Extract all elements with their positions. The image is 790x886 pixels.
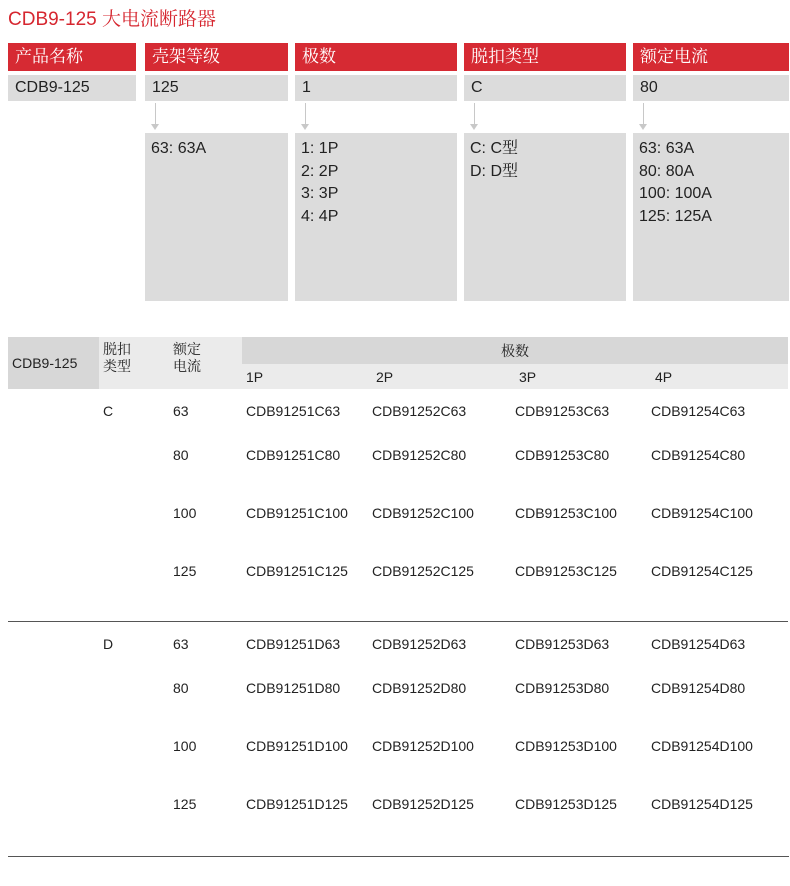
model-cell: CDB91251C100 xyxy=(246,505,348,521)
model-cell: CDB91252D100 xyxy=(372,738,474,754)
model-cell: CDB91254C100 xyxy=(651,505,753,521)
model-cell: CDB91252D80 xyxy=(372,680,467,696)
column-header: 产品名称 xyxy=(8,43,136,71)
bottom-divider xyxy=(8,856,789,857)
current-cell: 80 xyxy=(173,447,189,463)
down-arrow-icon xyxy=(643,103,644,125)
code-column-poles xyxy=(295,43,457,225)
current-header-line: 电流 xyxy=(173,358,201,374)
model-cell: CDB91253D80 xyxy=(515,680,610,696)
trip-header-line: 脱扣 xyxy=(103,341,131,357)
table-row xyxy=(8,447,788,505)
model-cell: CDB91253D100 xyxy=(515,738,617,754)
model-cell: CDB91251D63 xyxy=(242,622,372,681)
product-header: CDB9-125 xyxy=(8,337,99,389)
trip-type-cell: C xyxy=(103,403,114,419)
pole-header-2p: 2P xyxy=(372,364,515,389)
pole-header-4p: 4P xyxy=(651,364,788,389)
current-cell: 100 xyxy=(173,738,197,754)
model-cell: CDB91252C80 xyxy=(372,447,467,463)
column-header: 额定电流 xyxy=(633,43,789,71)
trip-header-line: 类型 xyxy=(103,358,131,374)
option-item: 1: 1P xyxy=(301,140,339,157)
options-box xyxy=(295,133,457,301)
model-cell: CDB91254C80 xyxy=(651,447,746,463)
column-value: CDB9-125 xyxy=(8,75,136,101)
trip-type-header xyxy=(99,337,169,389)
model-cell: CDB91251D80 xyxy=(246,680,341,696)
option-item: 80: 80A xyxy=(639,162,695,180)
table-row xyxy=(8,796,788,854)
model-cell: CDB91251D125 xyxy=(246,796,348,812)
current-cell: 100 xyxy=(173,505,197,521)
table-row xyxy=(8,738,788,796)
column-value: 125 xyxy=(145,75,288,101)
table-row xyxy=(8,680,788,738)
options-box xyxy=(464,133,626,301)
option-item: C: C型 xyxy=(470,140,519,157)
model-cell: CDB91251C63 xyxy=(246,403,341,419)
table-row xyxy=(8,622,788,681)
option-item: D: D型 xyxy=(470,162,519,180)
model-cell: CDB91252D125 xyxy=(372,796,474,812)
code-column-product xyxy=(8,43,136,101)
option-item: 3: 3P xyxy=(301,185,339,202)
option-item: 125: 125A xyxy=(639,207,712,225)
model-cell: CDB91253D125 xyxy=(515,796,617,812)
down-arrow-icon xyxy=(155,103,156,125)
model-cell: CDB91252C63 xyxy=(372,403,467,419)
option-item: 63: 63A xyxy=(151,140,207,157)
model-cell: CDB91253C100 xyxy=(515,505,617,521)
code-column-frame xyxy=(145,43,288,157)
down-arrow-icon xyxy=(305,103,306,125)
model-cell: CDB91252D63 xyxy=(372,622,515,681)
trip-type-cell: D xyxy=(99,622,169,681)
model-cell: CDB91254D125 xyxy=(651,796,753,812)
column-value: C xyxy=(464,75,626,101)
model-cell: CDB91253C80 xyxy=(515,447,610,463)
current-cell: 125 xyxy=(173,796,197,812)
model-cell: CDB91251C125 xyxy=(246,563,348,579)
table-row xyxy=(8,389,788,447)
column-header: 极数 xyxy=(295,43,457,71)
options-box xyxy=(145,133,288,301)
current-cell: 63 xyxy=(173,403,189,419)
down-arrow-icon xyxy=(474,103,475,125)
model-table xyxy=(8,337,788,854)
code-column-current xyxy=(633,43,789,225)
model-cell: CDB91254C125 xyxy=(651,563,753,579)
option-item: 100: 100A xyxy=(639,185,712,202)
model-cell: CDB91253C125 xyxy=(515,563,617,579)
model-cell: CDB91254D80 xyxy=(651,680,746,696)
option-item: 63: 63A xyxy=(639,140,695,157)
model-cell: CDB91253C63 xyxy=(515,403,610,419)
model-cell: CDB91251D100 xyxy=(246,738,348,754)
model-cell: CDB91254D100 xyxy=(651,738,753,754)
code-column-trip xyxy=(464,43,626,180)
table-row xyxy=(8,563,788,622)
model-cell: CDB91252C125 xyxy=(372,563,474,579)
option-item: 2: 2P xyxy=(301,162,339,180)
column-header: 壳架等级 xyxy=(145,43,288,71)
model-cell: CDB91253D63 xyxy=(515,622,651,681)
options-box xyxy=(633,133,789,301)
current-cell: 80 xyxy=(173,680,189,696)
table-row xyxy=(8,505,788,563)
option-item: 4: 4P xyxy=(301,207,339,225)
current-cell: 125 xyxy=(173,563,197,579)
pole-header-1p: 1P xyxy=(242,364,372,389)
column-header: 脱扣类型 xyxy=(464,43,626,71)
poles-header: 极数 xyxy=(242,337,788,364)
current-header-line: 额定 xyxy=(173,341,201,357)
column-value: 80 xyxy=(633,75,789,101)
rated-current-header xyxy=(169,337,242,389)
model-cell: CDB91254D63 xyxy=(651,622,788,681)
column-value: 1 xyxy=(295,75,457,101)
page-title: CDB9-125 大电流断路器 xyxy=(8,9,216,30)
current-cell: 63 xyxy=(169,622,242,681)
pole-header-3p: 3P xyxy=(515,364,651,389)
model-cell: CDB91252C100 xyxy=(372,505,474,521)
model-cell: CDB91254C63 xyxy=(651,403,746,419)
model-cell: CDB91251C80 xyxy=(246,447,341,463)
